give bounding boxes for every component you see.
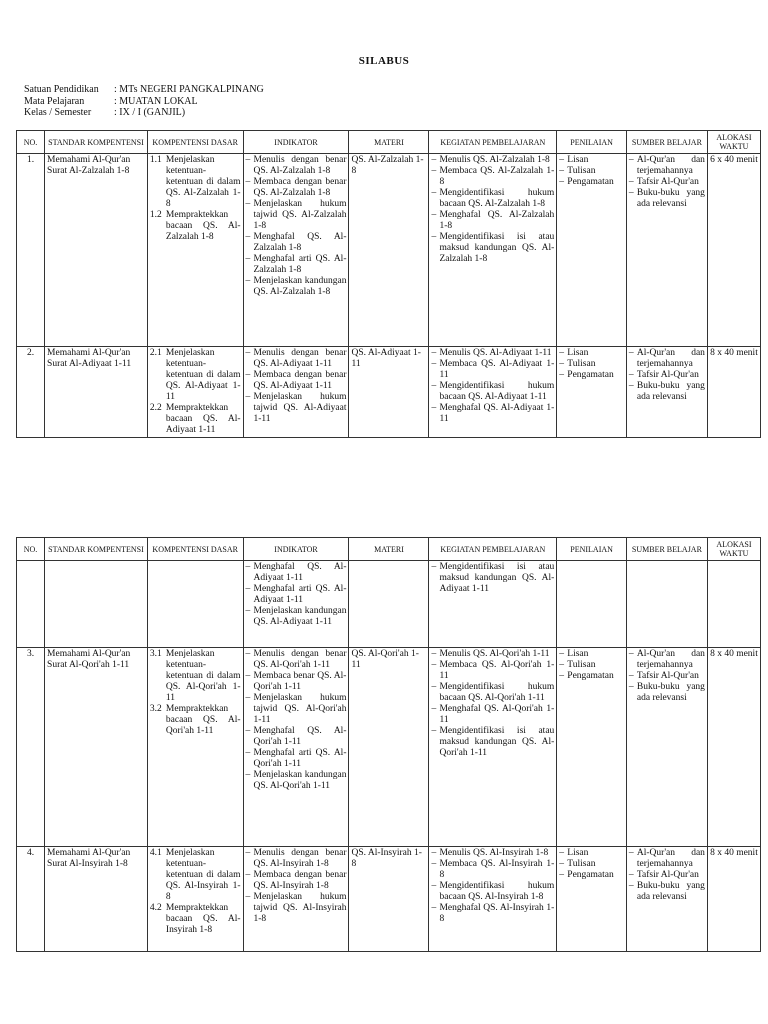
kegiatan-item: – Mengidentifikasi hukum bacaan QS. Al-Qori'ah 1-11 bbox=[431, 682, 554, 704]
header-penilaian: PENILAIAN bbox=[557, 538, 627, 561]
cell-kegiatan bbox=[429, 561, 557, 648]
kd-number: 3.1 bbox=[149, 649, 162, 659]
kd-item bbox=[150, 403, 241, 436]
kd-text: Menjelaskan ketentuan-ketentuan di dalam QS. Al-Qori'ah 1-11 bbox=[165, 649, 241, 703]
kegiatan-list bbox=[431, 848, 554, 925]
cell-sumber-belajar bbox=[626, 154, 707, 347]
indikator-item: – Menjelaskan hukum tajwid QS. Al-Zalzalah 1-8 bbox=[246, 199, 347, 232]
kd-item bbox=[150, 704, 241, 737]
penilaian-item: – Tulisan bbox=[559, 166, 624, 177]
indikator-item: – Menulis dengan benar QS. Al-Adiyaat 1-11 bbox=[246, 348, 347, 370]
kegiatan-item: – Menulis QS. Al-Zalzalah 1-8 bbox=[431, 155, 554, 166]
kd-item bbox=[150, 903, 241, 936]
meta-row-mata-pelajaran bbox=[24, 96, 264, 108]
sumber-item: – Tafsir Al-Qur'an bbox=[629, 870, 705, 881]
kd-text: Mempraktekkan bacaan QS. Al-Insyirah 1-8 bbox=[165, 903, 241, 935]
indikator-list bbox=[246, 848, 347, 925]
sumber-item: – Buku-buku yang ada relevansi bbox=[629, 881, 705, 903]
kd-number: 2.2 bbox=[149, 403, 162, 413]
kd-item bbox=[150, 348, 241, 403]
cell-alokasi-waktu: 8 x 40 menit bbox=[707, 347, 760, 438]
penilaian-list bbox=[559, 155, 624, 188]
cell-materi: QS. Al-Zalzalah 1-8 bbox=[349, 154, 429, 347]
cell-indikator bbox=[243, 154, 349, 347]
kegiatan-item: – Menghafal QS. Al-Adiyaat 1-11 bbox=[431, 403, 554, 425]
kd-item bbox=[150, 155, 241, 210]
indikator-item: – Menulis dengan benar QS. Al-Qori'ah 1-11 bbox=[246, 649, 347, 671]
indikator-item: – Menghafal QS. Al-Zalzalah 1-8 bbox=[246, 232, 347, 254]
cell-indikator bbox=[243, 847, 349, 952]
cell-indikator bbox=[243, 648, 349, 847]
kegiatan-item: – Menghafal QS. Al-Insyirah 1-8 bbox=[431, 903, 554, 925]
document-title: SILABUS bbox=[358, 55, 410, 67]
penilaian-item: – Pengamatan bbox=[559, 870, 624, 881]
kd-number: 4.1 bbox=[149, 848, 162, 858]
cell-kegiatan bbox=[429, 347, 557, 438]
cell-kompetensi-dasar bbox=[147, 648, 243, 847]
penilaian-item: – Pengamatan bbox=[559, 671, 624, 682]
header-sumber-belajar: SUMBER BELAJAR bbox=[626, 131, 707, 154]
meta-value: : MUATAN LOKAL bbox=[114, 95, 198, 107]
sumber-list bbox=[629, 848, 705, 903]
cell-penilaian bbox=[557, 648, 627, 847]
table-header-row bbox=[17, 538, 761, 561]
penilaian-item: – Lisan bbox=[559, 348, 624, 359]
meta-label: Mata Pelajaran bbox=[24, 95, 85, 107]
cell-standar-kompetensi: Memahami Al-Qur'an Surat Al-Zalzalah 1-8 bbox=[45, 154, 148, 347]
indikator-item: – Menjelaskan kandungan QS. Al-Zalzalah 1-8 bbox=[246, 276, 347, 298]
kd-text: Menjelaskan ketentuan-ketentuan di dalam QS. Al-Adiyaat 1-11 bbox=[165, 348, 241, 402]
meta-label: Kelas / Semester bbox=[24, 107, 92, 118]
cell-no: 1. bbox=[17, 154, 45, 347]
header-penilaian: PENILAIAN bbox=[557, 131, 627, 154]
kegiatan-item: – Menulis QS. Al-Adiyaat 1-11 bbox=[431, 348, 554, 359]
cell-alokasi-waktu bbox=[707, 561, 760, 648]
syllabus-table-page-1 bbox=[16, 130, 761, 438]
kegiatan-list bbox=[431, 348, 554, 425]
sumber-list bbox=[629, 649, 705, 704]
cell-sumber-belajar bbox=[626, 347, 707, 438]
indikator-list bbox=[246, 155, 347, 298]
meta-value: : MTs NEGERI PANGKALPINANG bbox=[114, 84, 264, 95]
kd-item bbox=[150, 649, 241, 704]
kegiatan-item: – Mengidentifikasi hukum bacaan QS. Al-Zalzalah 1-8 bbox=[431, 188, 554, 210]
penilaian-item: – Tulisan bbox=[559, 859, 624, 870]
header-kompetensi-dasar: KOMPENTENSI DASAR bbox=[147, 131, 243, 154]
sumber-item: – Tafsir Al-Qur'an bbox=[629, 370, 705, 381]
table-row bbox=[17, 847, 761, 952]
table-row bbox=[17, 347, 761, 438]
header-sumber-belajar: SUMBER BELAJAR bbox=[626, 538, 707, 561]
penilaian-item: – Pengamatan bbox=[559, 177, 624, 188]
kegiatan-item: – Mengidentifikasi hukum bacaan QS. Al-Insyirah 1-8 bbox=[431, 881, 554, 903]
penilaian-list bbox=[559, 649, 624, 682]
sumber-item: – Al-Qur'an dan terjemahannya bbox=[629, 348, 705, 370]
cell-penilaian bbox=[557, 561, 627, 648]
kd-item bbox=[150, 848, 241, 903]
sumber-item: – Tafsir Al-Qur'an bbox=[629, 177, 705, 188]
sumber-item: – Buku-buku yang ada relevansi bbox=[629, 682, 705, 704]
penilaian-list bbox=[559, 348, 624, 381]
cell-materi: QS. Al-Qori'ah 1-11 bbox=[349, 648, 429, 847]
indikator-item: – Menghafal arti QS. Al-Zalzalah 1-8 bbox=[246, 254, 347, 276]
header-indikator: INDIKATOR bbox=[243, 538, 349, 561]
indikator-item: – Menghafal QS. Al-Adiyaat 1-11 bbox=[246, 562, 347, 584]
kegiatan-item: – Mengidentifikasi isi atau maksud kandungan QS. Al-Adiyaat 1-11 bbox=[431, 562, 554, 595]
kegiatan-list bbox=[431, 562, 554, 595]
indikator-item: – Membaca benar QS. Al-Qori'ah 1-11 bbox=[246, 671, 347, 693]
indikator-item: – Menjelaskan hukum tajwid QS. Al-Qori'ah 1-11 bbox=[246, 693, 347, 726]
kd-text: Mempraktekkan bacaan QS. Al-Qori'ah 1-11 bbox=[165, 704, 241, 736]
penilaian-item: – Pengamatan bbox=[559, 370, 624, 381]
header-standar-kompetensi: STANDAR KOMPENTENSI bbox=[45, 131, 148, 154]
header-no: NO. bbox=[17, 131, 45, 154]
indikator-list bbox=[246, 649, 347, 792]
header-indikator: INDIKATOR bbox=[243, 131, 349, 154]
indikator-item: – Menulis dengan benar QS. Al-Zalzalah 1-8 bbox=[246, 155, 347, 177]
cell-sumber-belajar bbox=[626, 648, 707, 847]
cell-no: 2. bbox=[17, 347, 45, 438]
cell-penilaian bbox=[557, 347, 627, 438]
header-kegiatan-pembelajaran: KEGIATAN PEMBELAJARAN bbox=[429, 131, 557, 154]
penilaian-item: – Lisan bbox=[559, 649, 624, 660]
kegiatan-list bbox=[431, 155, 554, 265]
header-alokasi-waktu: ALOKASI WAKTU bbox=[707, 131, 760, 154]
kegiatan-item: – Mengidentifikasi isi atau maksud kandungan QS. Al-Zalzalah 1-8 bbox=[431, 232, 554, 265]
cell-materi bbox=[349, 561, 429, 648]
table-row bbox=[17, 154, 761, 347]
penilaian-item: – Lisan bbox=[559, 155, 624, 166]
penilaian-list bbox=[559, 848, 624, 881]
cell-kegiatan bbox=[429, 154, 557, 347]
cell-standar-kompetensi: Memahami Al-Qur'an Surat Al-Insyirah 1-8 bbox=[45, 847, 148, 952]
sumber-item: – Al-Qur'an dan terjemahannya bbox=[629, 155, 705, 177]
indikator-item: – Membaca dengan benar QS. Al-Adiyaat 1-11 bbox=[246, 370, 347, 392]
cell-alokasi-waktu: 8 x 40 menit bbox=[707, 847, 760, 952]
sumber-item: – Buku-buku yang ada relevansi bbox=[629, 381, 705, 403]
meta-value: : IX / I (GANJIL) bbox=[114, 107, 186, 118]
indikator-item: – Menjelaskan kandungan QS. Al-Qori'ah 1-11 bbox=[246, 770, 347, 792]
cell-kegiatan bbox=[429, 847, 557, 952]
kegiatan-item: – Membaca QS. Al-Adiyaat 1-11 bbox=[431, 359, 554, 381]
indikator-item: – Membaca dengan benar QS. Al-Zalzalah 1-8 bbox=[246, 177, 347, 199]
kd-number: 1.1 bbox=[149, 155, 162, 165]
meta-label: Satuan Pendidikan bbox=[24, 84, 99, 95]
sumber-item: – Al-Qur'an dan terjemahannya bbox=[629, 649, 705, 671]
cell-standar-kompetensi: Memahami Al-Qur'an Surat Al-Qori'ah 1-11 bbox=[45, 648, 148, 847]
kegiatan-list bbox=[431, 649, 554, 759]
cell-alokasi-waktu: 8 x 40 menit bbox=[707, 648, 760, 847]
sumber-item: – Tafsir Al-Qur'an bbox=[629, 671, 705, 682]
penilaian-item: – Lisan bbox=[559, 848, 624, 859]
indikator-item: – Menghafal QS. Al-Qori'ah 1-11 bbox=[246, 726, 347, 748]
kegiatan-item: – Mengidentifikasi hukum bacaan QS. Al-Adiyaat 1-11 bbox=[431, 381, 554, 403]
kegiatan-item: – Menghafal QS. Al-Qori'ah 1-11 bbox=[431, 704, 554, 726]
syllabus-table-page-2 bbox=[16, 537, 761, 952]
sumber-item: – Buku-buku yang ada relevansi bbox=[629, 188, 705, 210]
indikator-list bbox=[246, 562, 347, 628]
kd-number: 1.2 bbox=[149, 210, 162, 220]
cell-kompetensi-dasar bbox=[147, 347, 243, 438]
indikator-item: – Menjelaskan hukum tajwid QS. Al-Adiyaat 1-11 bbox=[246, 392, 347, 425]
table-row-continuation bbox=[17, 561, 761, 648]
cell-materi: QS. Al-Adiyaat 1-11 bbox=[349, 347, 429, 438]
sumber-list bbox=[629, 155, 705, 210]
header-materi: MATERI bbox=[349, 538, 429, 561]
kd-text: Mempraktekkan bacaan QS. Al-Adiyaat 1-11 bbox=[165, 403, 241, 435]
indikator-item: – Menulis dengan benar QS. Al-Insyirah 1-8 bbox=[246, 848, 347, 870]
header-kegiatan-pembelajaran: KEGIATAN PEMBELAJARAN bbox=[429, 538, 557, 561]
cell-kompetensi-dasar bbox=[147, 561, 243, 648]
cell-alokasi-waktu: 6 x 40 menit bbox=[707, 154, 760, 347]
kd-number: 3.2 bbox=[149, 704, 162, 714]
cell-kegiatan bbox=[429, 648, 557, 847]
header-standar-kompetensi: STANDAR KOMPENTENSI bbox=[45, 538, 148, 561]
table-header-row bbox=[17, 131, 761, 154]
header-kompetensi-dasar: KOMPENTENSI DASAR bbox=[147, 538, 243, 561]
indikator-item: – Menjelaskan hukum tajwid QS. Al-Insyirah 1-8 bbox=[246, 892, 347, 925]
kegiatan-item: – Menulis QS. Al-Insyirah 1-8 bbox=[431, 848, 554, 859]
meta-row-kelas-semester bbox=[24, 107, 264, 119]
cell-sumber-belajar bbox=[626, 847, 707, 952]
indikator-item: – Menghafal arti QS. Al-Qori'ah 1-11 bbox=[246, 748, 347, 770]
kd-text: Menjelaskan ketentuan-ketentuan di dalam QS. Al-Zalzalah 1-8 bbox=[165, 155, 241, 209]
kegiatan-item: – Membaca QS. Al-Zalzalah 1-8 bbox=[431, 166, 554, 188]
cell-materi: QS. Al-Insyirah 1-8 bbox=[349, 847, 429, 952]
kegiatan-item: – Menghafal QS. Al-Zalzalah 1-8 bbox=[431, 210, 554, 232]
indikator-list bbox=[246, 348, 347, 425]
indikator-item: – Membaca dengan benar QS. Al-Insyirah 1-8 bbox=[246, 870, 347, 892]
sumber-list bbox=[629, 348, 705, 403]
cell-indikator bbox=[243, 561, 349, 648]
meta-row-satuan-pendidikan bbox=[24, 84, 264, 96]
kd-number: 4.2 bbox=[149, 903, 162, 913]
kd-text: Menjelaskan ketentuan-ketentuan di dalam QS. Al-Insyirah 1-8 bbox=[165, 848, 241, 902]
kd-number: 2.1 bbox=[149, 348, 162, 358]
cell-standar-kompetensi: Memahami Al-Qur'an Surat Al-Adiyaat 1-11 bbox=[45, 347, 148, 438]
cell-kompetensi-dasar bbox=[147, 847, 243, 952]
document-meta bbox=[24, 84, 264, 119]
kegiatan-item: – Mengidentifikasi isi atau maksud kandungan QS. Al-Qori'ah 1-11 bbox=[431, 726, 554, 759]
indikator-item: – Menghafal arti QS. Al-Adiyaat 1-11 bbox=[246, 584, 347, 606]
cell-no: 4. bbox=[17, 847, 45, 952]
kegiatan-item: – Menulis QS. Al-Qori'ah 1-11 bbox=[431, 649, 554, 660]
cell-kompetensi-dasar bbox=[147, 154, 243, 347]
cell-penilaian bbox=[557, 847, 627, 952]
table-row bbox=[17, 648, 761, 847]
kegiatan-item: – Membaca QS. Al-Insyirah 1-8 bbox=[431, 859, 554, 881]
header-materi: MATERI bbox=[349, 131, 429, 154]
cell-sumber-belajar bbox=[626, 561, 707, 648]
kd-text: Mempraktekkan bacaan QS. Al-Zalzalah 1-8 bbox=[165, 210, 241, 242]
kd-item bbox=[150, 210, 241, 243]
penilaian-item: – Tulisan bbox=[559, 660, 624, 671]
cell-no: 3. bbox=[17, 648, 45, 847]
cell-penilaian bbox=[557, 154, 627, 347]
header-no: NO. bbox=[17, 538, 45, 561]
indikator-item: – Menjelaskan kandungan QS. Al-Adiyaat 1-11 bbox=[246, 606, 347, 628]
header-alokasi-waktu: ALOKASI WAKTU bbox=[707, 538, 760, 561]
kegiatan-item: – Membaca QS. Al-Qori'ah 1-11 bbox=[431, 660, 554, 682]
cell-standar-kompetensi bbox=[45, 561, 148, 648]
cell-indikator bbox=[243, 347, 349, 438]
cell-no bbox=[17, 561, 45, 648]
sumber-item: – Al-Qur'an dan terjemahannya bbox=[629, 848, 705, 870]
penilaian-item: – Tulisan bbox=[559, 359, 624, 370]
